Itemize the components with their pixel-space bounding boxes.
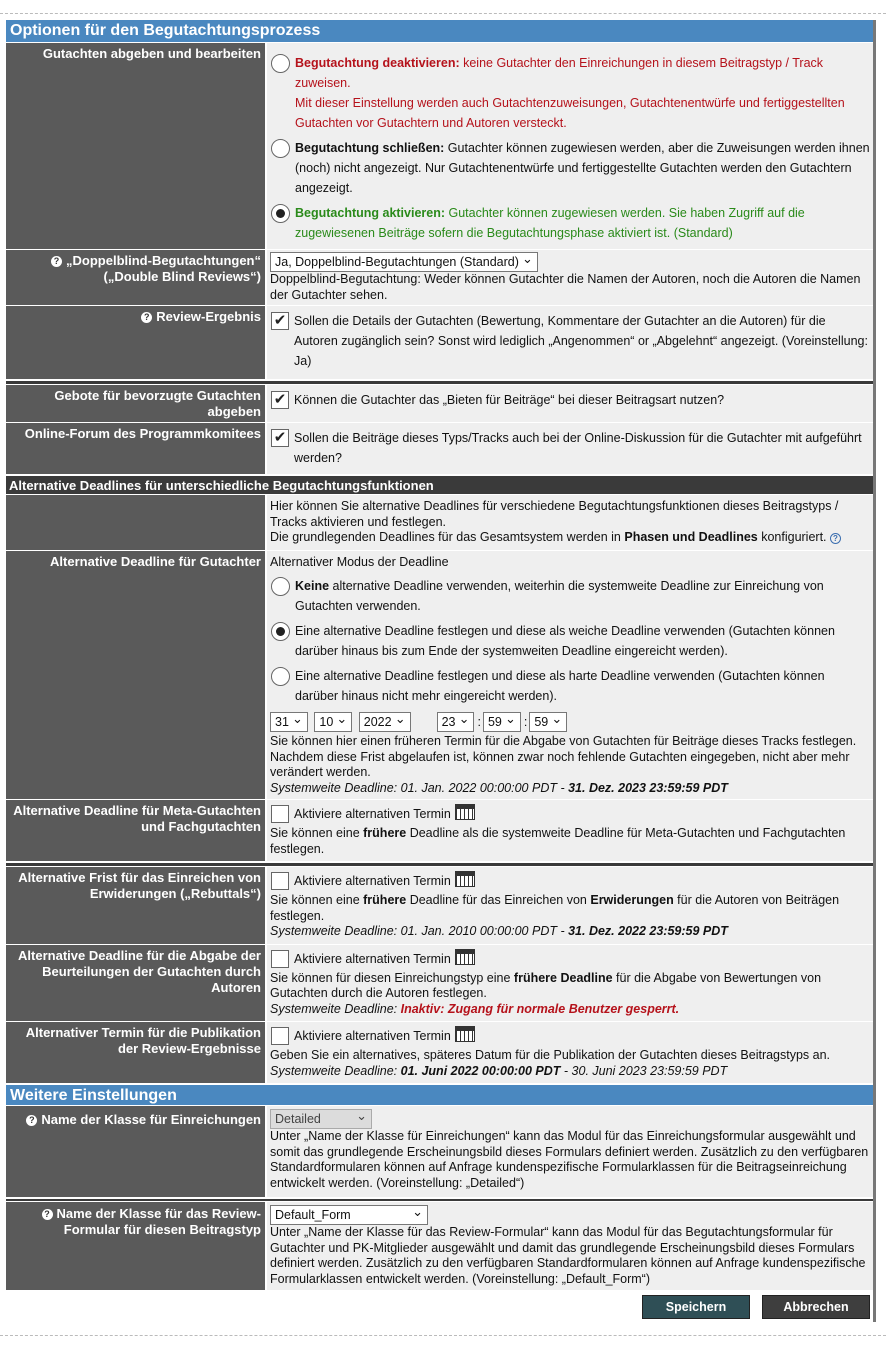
radio-alt-soft[interactable] <box>271 622 290 641</box>
inactive-notice: Inaktiv: Zugang für normale Benutzer gesperrt. <box>400 1001 680 1016</box>
option-alt-none[interactable]: Keine alternative Deadline verwenden, weiterhin die systemweite Deadline zur Einreichung von Gutachten verwenden. <box>270 576 870 616</box>
row-alt-rebuttal: Alternative Frist für das Einreichen von Erwiderungen („Rebuttals“) Aktiviere alternativen Termin Sie können eine frühere Deadline für das Einreichen von Erwiderungen für die Autoren von Beiträgen festlegen. Systemweite Deadline: 01. Jan. 2010 00:00:00 PDT - 31. Dez. 2022 23:59:59 PDT <box>6 866 873 944</box>
help-icon[interactable]: ? <box>830 533 841 544</box>
label-review-result: Review-Ergebnis <box>156 309 261 324</box>
checkbox-alt-rebuttal[interactable] <box>271 872 289 890</box>
label-review-submit: Gutachten abgeben und bearbeiten <box>6 43 265 249</box>
row-alt-reviewer: Alternative Deadline für Gutachter Alternativer Modus der Deadline Keine alternative Deadline verwenden, weiterhin die systemweite Deadline zur Einreichung von Gutachten verwenden. Eine alternative Deadline festlegen und diese als weiche Deadline verwenden (Gutachten können darüber hinaus bis zum Ende der systemweiten Deadline eingereicht werden). Eine alternative Deadline festlegen und diese als harte Deadline verwenden (Gutachten können darüber hinaus nicht mehr eingereicht werden). 31 ⌄ 10 ⌄ 2022 ⌄ 23 ⌄ : 59 ⌄ : 59 ⌄ Sie können hier einen früheren Termin für die Abgabe von Gutachten für Beiträge dieses Tracks festlegen. Nachdem diese Frist abgelaufen ist, können zwar noch fehlende Gutachten eingegeben, nicht aber mehr verändert werden. Systemweite Deadline: 01. Jan. 2022 00:00:00 PDT - 31. Dez. 2023 23:59:59 PDT <box>6 550 873 800</box>
radio-review-activate[interactable] <box>271 204 290 223</box>
alt-mode-title: Alternativer Modus der Deadline <box>270 554 449 569</box>
row-review-class <box>6 1201 873 1290</box>
form-footer <box>6 1290 873 1322</box>
help-icon[interactable]: ? <box>42 1209 53 1220</box>
forum-text: Sollen die Beiträge dieses Typs/Tracks auch bei der Online-Diskussion für die Gutachter mit aufgeführt werden? <box>294 431 862 465</box>
row-submission-class <box>6 1105 873 1197</box>
settings-form <box>6 20 876 1322</box>
review-class-desc: Unter „Name der Klasse für das Review-Formular“ kann das Modul für das Begutachtungsformular für Gutachter und PK-Mitglieder ausgewählt und damit das grundlegende Erscheinungsbild dieses Formulars definiert werden. Zusätzlich zu den verfügbaren Standardformularen können auf Anfrage kundenspezifische Formularklassen entwickelt werden. (Voreinstellung: „Default_Form“) <box>270 1225 866 1286</box>
alt-reviewer-desc: Sie können hier einen früheren Termin für die Abgabe von Gutachten für Beiträge dieses Tracks festlegen. Nachdem diese Frist abgelaufen ist, können zwar noch fehlende Gutachten eingegeben, nicht aber mehr verändert werden. <box>270 734 857 779</box>
label-alt-publish: Alternativer Termin für die Publikation der Review-Ergebnisse <box>6 1022 265 1083</box>
checkbox-alt-publish[interactable] <box>271 1027 289 1045</box>
row-alt-intro: Hier können Sie alternative Deadlines für verschiedene Begutachtungsfunktionen dieses Beitragstyps / Tracks aktivieren und festlegen. Die grundlegenden Deadlines für das Gesamtsystem werden in Phasen und Deadlines konfiguriert. ? <box>6 494 873 550</box>
label-alt-rebuttal: Alternative Frist für das Einreichen von Erwiderungen („Rebuttals“) <box>6 867 265 944</box>
row-alt-meta: Alternative Deadline für Meta-Gutachten und Fachgutachten Aktiviere alternativen Termin Sie können eine frühere Deadline als die systemweite Deadline für Meta-Gutachten und Fachgutachten festlegen. <box>6 799 873 861</box>
minute-select[interactable]: 59 ⌄ <box>483 712 521 732</box>
row-double-blind <box>6 249 873 305</box>
radio-review-disable[interactable] <box>271 54 290 73</box>
submission-class-desc: Unter „Name der Klasse für Einreichungen“ kann das Modul für das Einreichungsformular ausgewählt und somit das grundlegende Erscheinungsbild dieses Formulars definiert werden. Zusätzlich zu den verfügbaren Standardformularen können auf Anfrage kundenspezifische Formularklassen für die Beitragseinreichung entwickelt werden. (Voreinstellung: „Detailed“) <box>270 1129 869 1190</box>
checkbox-review-result[interactable]: ✔ <box>271 312 289 330</box>
bids-text: Können die Gutachter das „Bieten für Beiträge“ bei dieser Beitragsart nutzen? <box>294 393 725 407</box>
checkbox-alt-rating[interactable] <box>271 950 289 968</box>
row-review-result <box>6 305 873 379</box>
save-button[interactable]: Speichern <box>642 1295 750 1319</box>
radio-alt-none[interactable] <box>271 577 290 596</box>
calendar-icon[interactable] <box>455 871 475 887</box>
option-review-activate[interactable]: Begutachtung aktivieren: Gutachter können zugewiesen werden. Sie haben Zugriff auf die zugewiesenen Beiträge sofern die Begutachtungsphase aktiviert ist. (Standard) <box>270 203 870 243</box>
section-header-alt-deadlines: Alternative Deadlines für unterschiedliche Begutachtungsfunktionen <box>6 474 873 494</box>
row-alt-publish: Alternativer Termin für die Publikation der Review-Ergebnisse Aktiviere alternativen Termin Geben Sie ein alternatives, späteres Datum für die Publikation der Gutachten dieses Beitragstyps an. Systemweite Deadline: 01. Juni 2022 00:00:00 PDT - 30. Juni 2023 23:59:59 PDT <box>6 1021 873 1083</box>
phases-deadlines-link[interactable]: Phasen und Deadlines <box>624 530 758 544</box>
checkbox-alt-meta[interactable] <box>271 805 289 823</box>
label-bids: Gebote für bevorzugte Gutachten abgeben <box>6 385 265 422</box>
row-alt-rating: Alternative Deadline für die Abgabe der Beurteilungen der Gutachten durch Autoren Aktiviere alternativen Termin Sie können für diesen Einreichungstyp eine frühere Deadline für die Abgabe von Bewertungen von Gutachten durch die Autoren festlegen. Systemweite Deadline: Inaktiv: Zugang für normale Benutzer gesperrt. <box>6 944 873 1022</box>
radio-alt-hard[interactable] <box>271 667 290 686</box>
label-alt-meta: Alternative Deadline für Meta-Gutachten und Fachgutachten <box>6 800 265 861</box>
double-blind-select[interactable]: Ja, Doppelblind-Begutachtungen (Standard) ⌄ <box>270 252 538 272</box>
day-select[interactable]: 31 ⌄ <box>270 712 308 732</box>
calendar-icon[interactable] <box>455 949 475 965</box>
torn-edge-top <box>0 0 886 14</box>
torn-edge-bottom <box>0 1335 886 1349</box>
month-select[interactable]: 10 ⌄ <box>314 712 352 732</box>
radio-review-close[interactable] <box>271 139 290 158</box>
label-alt-rating: Alternative Deadline für die Abgabe der Beurteilungen der Gutachten durch Autoren <box>6 945 265 1022</box>
calendar-icon[interactable] <box>455 804 475 820</box>
hour-select[interactable]: 23 ⌄ <box>437 712 475 732</box>
section-header-review-options: Optionen für den Begutachtungsprozess <box>6 20 873 42</box>
option-alt-hard[interactable]: Eine alternative Deadline festlegen und diese als harte Deadline verwenden (Gutachten können darüber hinaus nicht mehr eingereicht werden). <box>270 666 870 706</box>
help-icon[interactable]: ? <box>51 256 62 267</box>
option-review-close[interactable]: Begutachtung schließen: Gutachter können zugewiesen werden, aber die Zuweisungen werden ihnen (noch) nicht angezeigt. Nur Gutachtenentwürfe und fertiggestellte Gutachten werden den Gutachtern angezeigt. <box>270 138 870 198</box>
review-class-select[interactable]: Default_Form ⌄ <box>270 1205 428 1225</box>
option-review-disable[interactable]: Begutachtung deaktivieren: keine Gutachter den Einreichungen in diesem Beitragstyp / Track zuweisen. Mit dieser Einstellung werden auch Gutachtenzuweisungen, Gutachtenentwürfe und fertiggestellten Gutachten vor Gutachtern und Autoren versteckt. <box>270 53 870 133</box>
review-result-text: Sollen die Details der Gutachten (Bewertung, Kommentare der Gutachter an die Autoren) für die Autoren zugänglich sein? Sonst wird lediglich „Angenommen“ or „Abgelehnt“ angezeigt. (Voreinstellung: Ja) <box>294 314 868 368</box>
label-submission-class: Name der Klasse für Einreichungen <box>41 1112 261 1127</box>
checkbox-bids[interactable]: ✔ <box>271 391 289 409</box>
row-bids <box>6 384 873 422</box>
label-review-class: Name der Klasse für das Review-Formular für diesen Beitragstyp <box>56 1206 261 1237</box>
help-icon[interactable]: ? <box>141 312 152 323</box>
submission-class-select[interactable]: Detailed ⌄ <box>270 1109 372 1129</box>
label-alt-reviewer: Alternative Deadline für Gutachter <box>6 551 265 800</box>
cancel-button[interactable]: Abbrechen <box>762 1295 870 1319</box>
help-icon[interactable]: ? <box>26 1115 37 1126</box>
section-header-more-settings: Weitere Einstellungen <box>6 1083 873 1105</box>
alt-intro-line1: Hier können Sie alternative Deadlines für verschiedene Begutachtungsfunktionen dieses Beitragstyps / Tracks aktivieren und festlegen. <box>270 499 839 529</box>
checkbox-forum[interactable]: ✔ <box>271 429 289 447</box>
calendar-icon[interactable] <box>455 1026 475 1042</box>
double-blind-desc: Doppelblind-Begutachtung: Weder können Gutachter die Namen der Autoren, noch die Autoren die Namen der Gutachter sehen. <box>270 272 861 302</box>
label-forum: Online-Forum des Programmkomitees <box>6 423 265 474</box>
year-select[interactable]: 2022 ⌄ <box>359 712 411 732</box>
label-double-blind: „Doppelblind-Begutachtungen“ („Double Blind Reviews“) <box>66 253 261 284</box>
second-select[interactable]: 59 ⌄ <box>529 712 567 732</box>
row-review-submit <box>6 42 873 249</box>
row-forum <box>6 422 873 474</box>
option-alt-soft[interactable]: Eine alternative Deadline festlegen und diese als weiche Deadline verwenden (Gutachten können darüber hinaus bis zum Ende der systemweiten Deadline eingereicht werden). <box>270 621 870 661</box>
